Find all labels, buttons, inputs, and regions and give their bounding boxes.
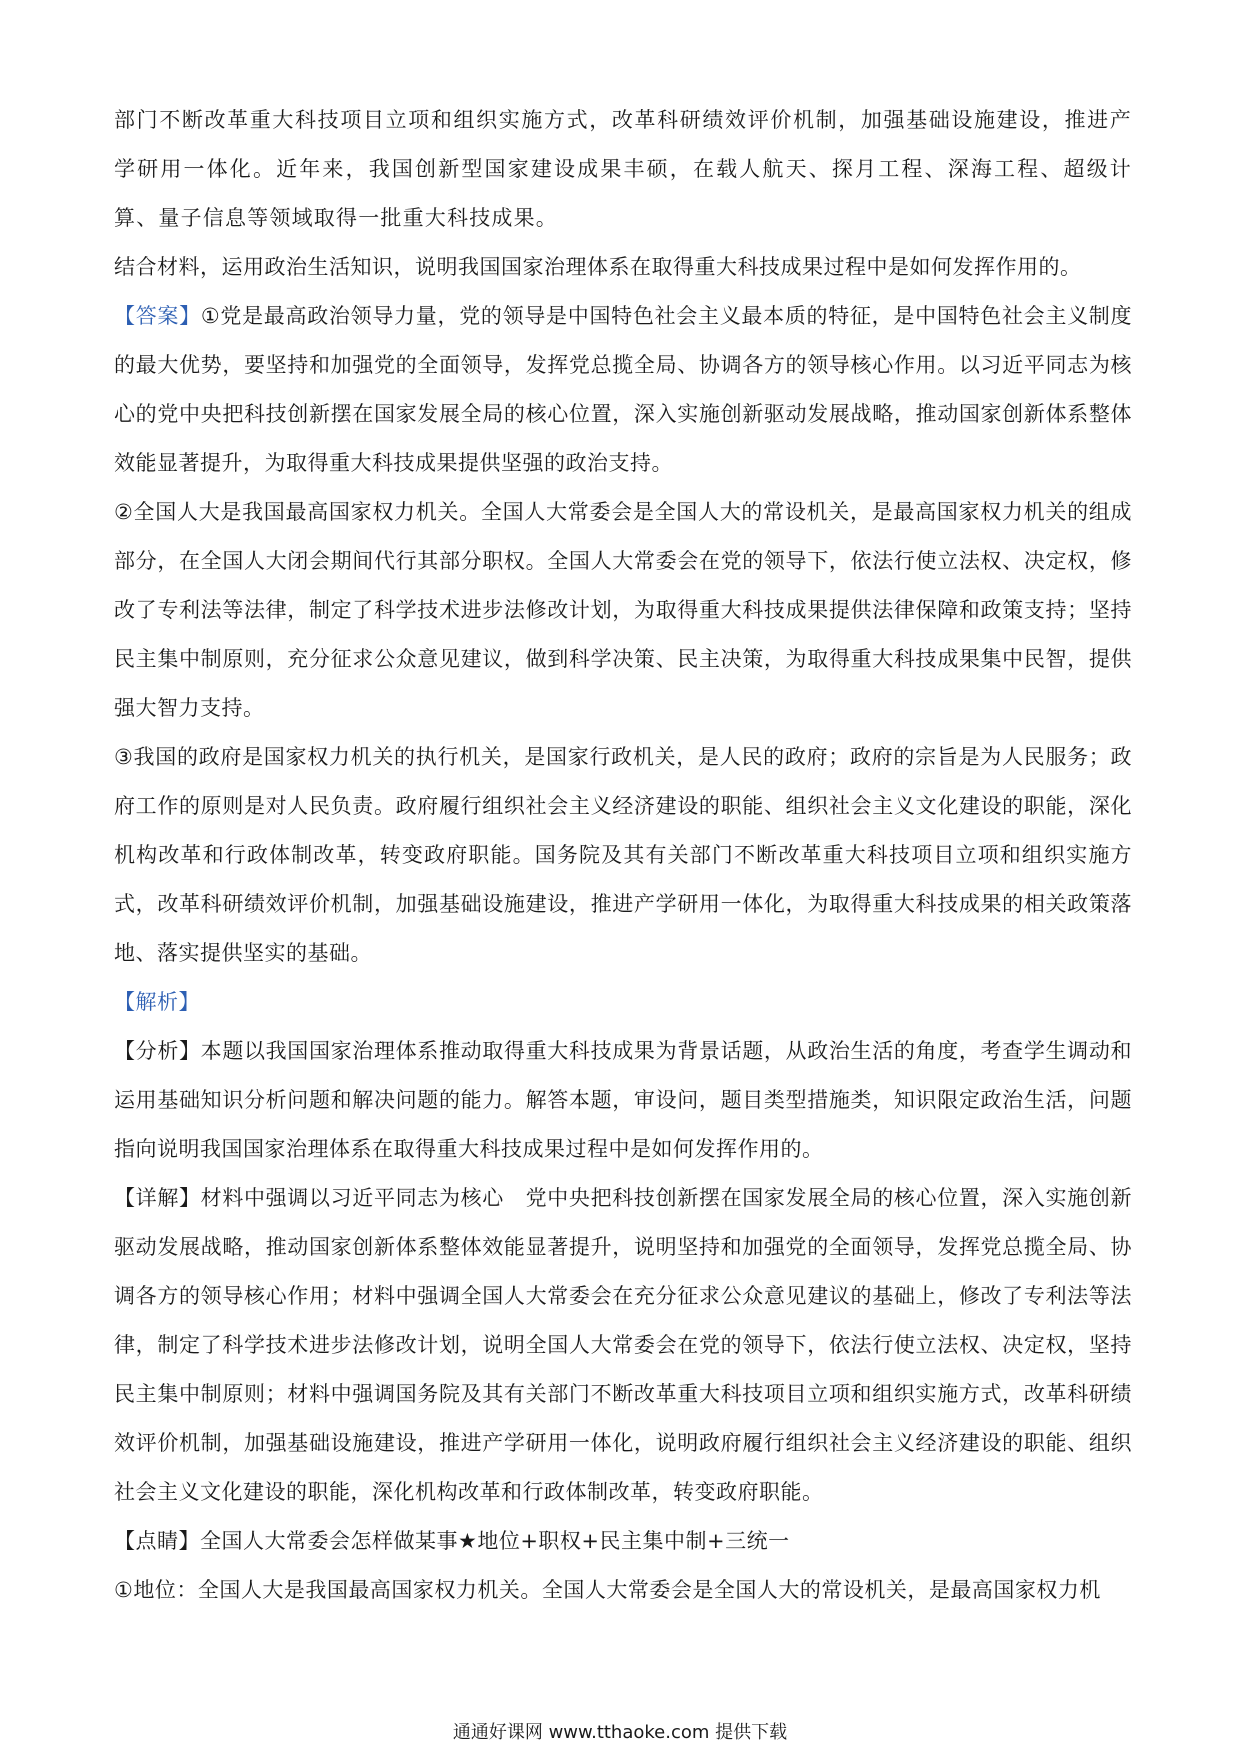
answer-tag: 【答案】 bbox=[114, 304, 201, 328]
dianjing-paragraph bbox=[114, 1517, 1132, 1566]
answer-point-2: ②全国人大是我国最高国家权力机关。全国人大常委会是全国人大的常设机关，是最高国家权力机关的组成部分，在全国人大闭会期间代行其部分职权。全国人大常委会在党的领导下，依法行使立法权、决定权，修改了专利法等法律，制定了科学技术进步法修改计划，为取得重大科技成果提供法律保障和政策支持；坚持民主集中制原则，充分征求公众意见建议，做到科学决策、民主决策，为取得重大科技成果集中民智，提供强大智力支持。 bbox=[114, 500, 1132, 720]
xiangjie-tag: 【详解】 bbox=[114, 1186, 201, 1210]
answer-point-1: ①党是最高政治领导力量，党的领导是中国特色社会主义最本质的特征，是中国特色社会主义制度的最大优势，要坚持和加强党的全面领导，发挥党总揽全局、协调各方的领导核心作用。以习近平同志为核心的党中央把科技创新摆在国家发展全局的核心位置，深入实施创新驱动发展战略，推动国家创新体系整体效能显著提升，为取得重大科技成果提供坚强的政治支持。 bbox=[114, 304, 1132, 475]
answer-paragraph-2 bbox=[114, 488, 1132, 733]
material-text: 部门不断改革重大科技项目立项和组织实施方式，改革科研绩效评价机制，加强基础设施建设，推进产学研用一体化。近年来，我国创新型国家建设成果丰硕，在载人航天、探月工程、深海工程、超级计算、量子信息等领域取得一批重大科技成果。 bbox=[114, 108, 1132, 230]
xiangjie-text: 材料中强调以习近平同志为核心 党中央把科技创新摆在国家发展全局的核心位置，深入实施创新驱动发展战略，推动国家创新体系整体效能显著提升，说明坚持和加强党的全面领导，发挥党总揽全局、协调各方的领导核心作用；材料中强调全国人大常委会在充分征求公众意见建议的基础上，修改了专利法等法律，制定了科学技术进步法修改计划，说明全国人大常委会在党的领导下，依法行使立法权、决定权，坚持民主集中制原则；材料中强调国务院及其有关部门不断改革重大科技项目立项和组织实施方式，改革科研绩效评价机制，加强基础设施建设，推进产学研用一体化，说明政府履行组织社会主义经济建设的职能、组织社会主义文化建设的职能，深化机构改革和行政体制改革，转变政府职能。 bbox=[114, 1186, 1133, 1504]
answer-paragraph-1 bbox=[114, 292, 1132, 488]
page-footer bbox=[0, 1718, 1240, 1744]
point-1-text: ①地位：全国人大是我国最高国家权力机关。全国人大常委会是全国人大的常设机关，是最高国家权力机 bbox=[114, 1578, 1101, 1602]
material-paragraph bbox=[114, 96, 1132, 243]
question-paragraph bbox=[114, 243, 1132, 292]
dianjing-text: 全国人大常委会怎样做某事★地位+职权+民主集中制+三统一 bbox=[200, 1529, 790, 1553]
fenxi-paragraph bbox=[114, 1027, 1132, 1174]
answer-point-3: ③我国的政府是国家权力机关的执行机关，是国家行政机关，是人民的政府；政府的宗旨是为人民服务；政府工作的原则是对人民负责。政府履行组织社会主义经济建设的职能、组织社会主义文化建设的职能，深化机构改革和行政体制改革，转变政府职能。国务院及其有关部门不断改革重大科技项目立项和组织实施方式，改革科研绩效评价机制，加强基础设施建设，推进产学研用一体化，为取得重大科技成果的相关政策落地、落实提供坚实的基础。 bbox=[114, 745, 1132, 965]
document-body bbox=[114, 96, 1132, 1615]
analysis-heading bbox=[114, 978, 1132, 1027]
answer-paragraph-3 bbox=[114, 733, 1132, 978]
analysis-tag: 【解析】 bbox=[114, 990, 200, 1014]
point-1-paragraph bbox=[114, 1566, 1132, 1615]
fenxi-tag: 【分析】 bbox=[114, 1039, 201, 1063]
fenxi-text: 本题以我国国家治理体系推动取得重大科技成果为背景话题，从政治生活的角度，考查学生调动和运用基础知识分析问题和解决问题的能力。解答本题，审设问，题目类型措施类，知识限定政治生活，问题指向说明我国国家治理体系在取得重大科技成果过程中是如何发挥作用的。 bbox=[114, 1039, 1133, 1161]
xiangjie-paragraph bbox=[114, 1174, 1132, 1517]
dianjing-tag: 【点睛】 bbox=[114, 1529, 200, 1553]
footer-text: 通通好课网 www.tthaoke.com 提供下载 bbox=[452, 1722, 788, 1743]
question-text: 结合材料，运用政治生活知识，说明我国国家治理体系在取得重大科技成果过程中是如何发挥作用的。 bbox=[114, 255, 1082, 279]
